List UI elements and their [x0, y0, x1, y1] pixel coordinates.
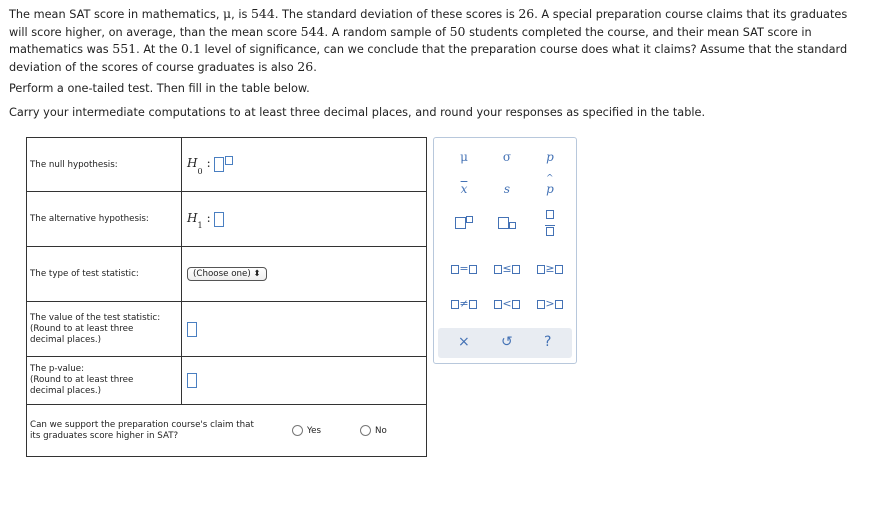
test-statistic-value-label: The value of the test statistic: (Round to at least three decimal places.) — [27, 302, 182, 357]
null-hypothesis-superscript-input[interactable] — [225, 156, 233, 165]
hat-accent-icon: ^ — [546, 174, 554, 184]
select-arrows-icon: ⬍ — [253, 269, 261, 279]
alternative-hypothesis-cell: $H_1$: — [182, 192, 427, 247]
null-hypothesis-cell: $H_0$: — [182, 138, 427, 192]
subscript-button[interactable] — [492, 216, 522, 229]
less-equal-button[interactable]: ≤ — [492, 262, 522, 275]
math-palette — [433, 137, 577, 364]
test-statistic-input[interactable] — [187, 322, 197, 337]
h0-symbol: $H_0$ — [187, 156, 203, 176]
alternative-hypothesis-input[interactable] — [214, 212, 224, 227]
standard-deviation-repeat: 26 — [297, 58, 314, 74]
population-mean: 544 — [250, 6, 275, 21]
support-claim-row — [27, 405, 427, 457]
p-hat-button[interactable]: ^ p — [546, 174, 554, 196]
sample-mean: 551 — [112, 41, 137, 56]
answer-table — [26, 137, 427, 457]
greater-equal-button[interactable]: ≥ — [535, 262, 565, 275]
greater-than-button[interactable]: > — [535, 297, 565, 310]
standard-deviation: 26 — [518, 6, 535, 21]
p-value-cell — [182, 357, 427, 405]
equals-button[interactable]: = — [449, 262, 479, 275]
less-than-button[interactable]: < — [492, 297, 522, 310]
no-option[interactable]: No — [360, 425, 387, 436]
test-statistic-type-cell — [182, 247, 427, 302]
significance-level: 0.1 — [181, 41, 201, 56]
superscript-button[interactable] — [449, 216, 479, 229]
palette-actions — [438, 328, 572, 358]
alternative-hypothesis-label: The alternative hypothesis: — [27, 192, 182, 247]
h1-symbol: $H_1$ — [187, 210, 203, 231]
undo-icon[interactable]: ↺ — [501, 334, 513, 350]
instruction-one-tailed: Perform a one-tailed test. Then fill in the table below. — [9, 82, 310, 95]
test-statistic-type-select[interactable]: (Choose one) ⬍ — [187, 267, 267, 281]
s-button[interactable]: s — [503, 182, 511, 196]
problem-statement: The mean SAT score in mathematics, μ, is 544. The standard deviation of these scores is 26. A special preparation course claims that its graduates will score higher, on average, than the mean score 544. A random sample of 50 students completed the course, and their mean SAT score in mathematics was 551. At the 0.1 level of significance, can we conclude that the preparation course does what it claims? Assume that the standard deviation of the scores of course graduates is also 26. — [9, 6, 848, 74]
test-statistic-value-cell — [182, 302, 427, 357]
test-statistic-type-label: The type of test statistic: — [27, 247, 182, 302]
instruction-rounding: Carry your intermediate computations to at least three decimal places, and round your responses as specified in the table. — [9, 106, 706, 119]
yes-option[interactable]: Yes — [292, 425, 360, 436]
no-radio[interactable] — [360, 425, 371, 436]
support-claim-question: Can we support the preparation course's claim that its graduates score higher in SAT? — [30, 419, 254, 441]
yes-radio[interactable] — [292, 425, 303, 436]
clear-icon[interactable]: × — [458, 334, 470, 350]
mu-button[interactable]: μ — [460, 150, 468, 164]
null-hypothesis-input[interactable] — [214, 157, 224, 172]
x-bar-button[interactable]: $\overline{x}$ — [460, 182, 468, 196]
fraction-button[interactable] — [535, 210, 565, 236]
p-value-input[interactable] — [187, 373, 197, 388]
null-hypothesis-label: The null hypothesis: — [27, 138, 182, 192]
sample-size: 50 — [449, 23, 466, 39]
p-button[interactable]: p — [546, 150, 554, 164]
help-icon[interactable]: ? — [544, 334, 552, 350]
population-mean-repeat: 544 — [300, 23, 325, 39]
mu-symbol: μ — [223, 6, 232, 21]
p-value-label: The p-value: (Round to at least three decimal places.) — [27, 357, 182, 405]
sigma-button[interactable]: σ — [502, 150, 512, 164]
not-equal-button[interactable]: ≠ — [449, 297, 479, 310]
